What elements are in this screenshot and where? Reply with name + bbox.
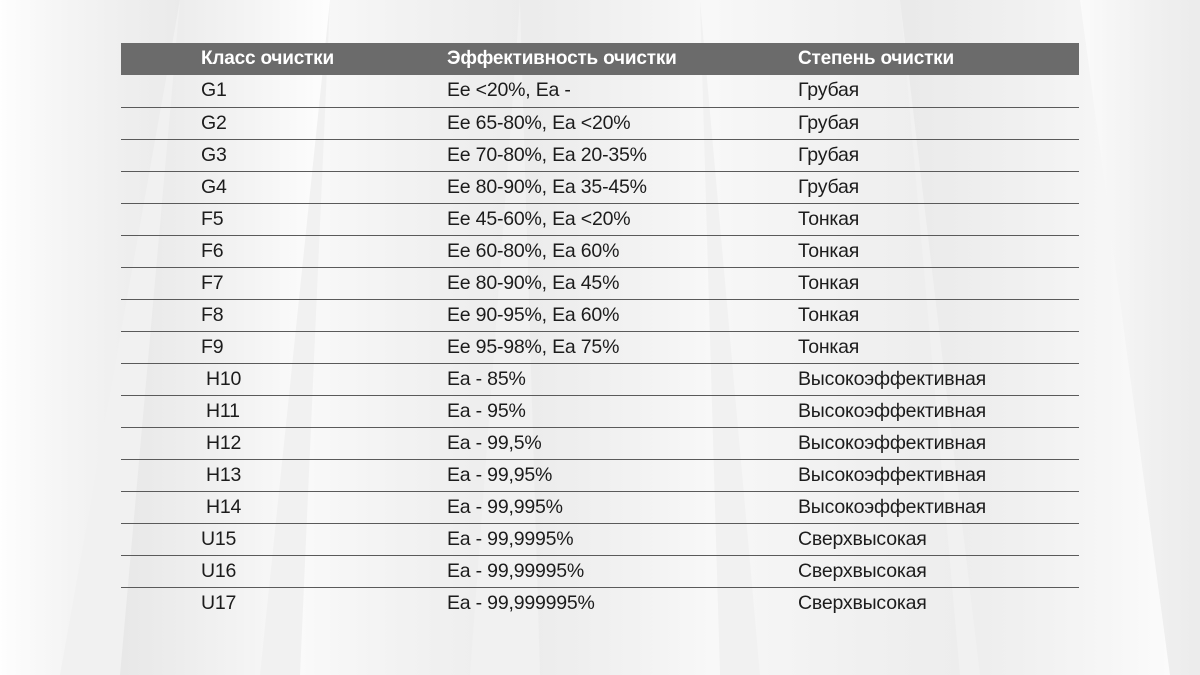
table-body [121, 75, 1079, 619]
cell-degree: Грубая [798, 79, 859, 102]
cell-class: U17 [201, 591, 237, 614]
cell-class: H13 [206, 463, 242, 486]
cell-efficiency: Ee <20%, Ea - [447, 79, 571, 102]
table-row [121, 523, 1079, 555]
cell-degree: Тонкая [798, 239, 860, 262]
cell-degree: Тонкая [798, 207, 860, 230]
cell-efficiency: Ee 60-80%, Ea 60% [447, 239, 620, 262]
cell-class: F7 [201, 271, 224, 294]
filter-class-table [121, 43, 1079, 619]
table-row [121, 491, 1079, 523]
cell-efficiency: Ee 70-80%, Ea 20-35% [447, 143, 647, 166]
cell-degree: Высокоэффективная [798, 367, 987, 390]
cell-class: F6 [201, 239, 224, 262]
table-row [121, 587, 1079, 619]
cell-class: G4 [201, 175, 227, 198]
cell-degree: Высокоэффективная [798, 431, 987, 454]
cell-class: H10 [206, 367, 242, 390]
cell-efficiency: Ee 80-90%, Ea 35-45% [447, 175, 647, 198]
table-header-row [121, 43, 1079, 75]
table-row [121, 363, 1079, 395]
cell-efficiency: Ea - 99,5% [447, 431, 542, 454]
cell-efficiency: Ea - 99,999995% [447, 591, 595, 614]
table-row [121, 267, 1079, 299]
cell-efficiency: Ea - 85% [447, 367, 526, 390]
header-class: Класс очистки [201, 48, 334, 69]
cell-class: U16 [201, 559, 237, 582]
cell-degree: Грубая [798, 111, 859, 134]
cell-class: F8 [201, 303, 224, 326]
cell-degree: Грубая [798, 175, 859, 198]
table-row [121, 139, 1079, 171]
filter-class-table-container [121, 43, 1079, 619]
table-row [121, 171, 1079, 203]
cell-class: H12 [206, 431, 242, 454]
cell-efficiency: Ea - 99,99995% [447, 559, 585, 582]
cell-class: F9 [201, 335, 224, 358]
cell-efficiency: Ea - 99,95% [447, 463, 553, 486]
cell-degree: Тонкая [798, 335, 860, 358]
cell-efficiency: Ee 90-95%, Ea 60% [447, 303, 620, 326]
table-row [121, 203, 1079, 235]
table-row [121, 555, 1079, 587]
table-row [121, 459, 1079, 491]
cell-degree: Высокоэффективная [798, 463, 987, 486]
table-row [121, 299, 1079, 331]
cell-degree: Сверхвысокая [798, 527, 927, 550]
table-row [121, 331, 1079, 363]
cell-class: G1 [201, 79, 227, 102]
cell-degree: Грубая [798, 143, 859, 166]
cell-class: G3 [201, 143, 227, 166]
header-degree: Степень очистки [798, 48, 954, 69]
cell-efficiency: Ea - 99,995% [447, 495, 563, 518]
cell-degree: Высокоэффективная [798, 495, 987, 518]
cell-degree: Сверхвысокая [798, 591, 927, 614]
cell-class: H14 [206, 495, 242, 518]
cell-efficiency: Ee 45-60%, Ea <20% [447, 207, 631, 230]
cell-efficiency: Ee 95-98%, Ea 75% [447, 335, 620, 358]
cell-efficiency: Ea - 99,9995% [447, 527, 574, 550]
cell-degree: Высокоэффективная [798, 399, 987, 422]
table-header [121, 43, 1079, 75]
cell-degree: Тонкая [798, 271, 860, 294]
cell-efficiency: Ee 80-90%, Ea 45% [447, 271, 620, 294]
cell-efficiency: Ee 65-80%, Ea <20% [447, 111, 631, 134]
table-row [121, 235, 1079, 267]
cell-class: G2 [201, 111, 227, 134]
cell-efficiency: Ea - 95% [447, 399, 526, 422]
table-row [121, 395, 1079, 427]
cell-class: U15 [201, 527, 237, 550]
cell-degree: Тонкая [798, 303, 860, 326]
table-row [121, 75, 1079, 107]
header-efficiency: Эффективность очистки [447, 48, 677, 69]
table-row [121, 427, 1079, 459]
cell-class: H11 [206, 399, 240, 422]
cell-class: F5 [201, 207, 224, 230]
cell-degree: Сверхвысокая [798, 559, 927, 582]
table-row [121, 107, 1079, 139]
